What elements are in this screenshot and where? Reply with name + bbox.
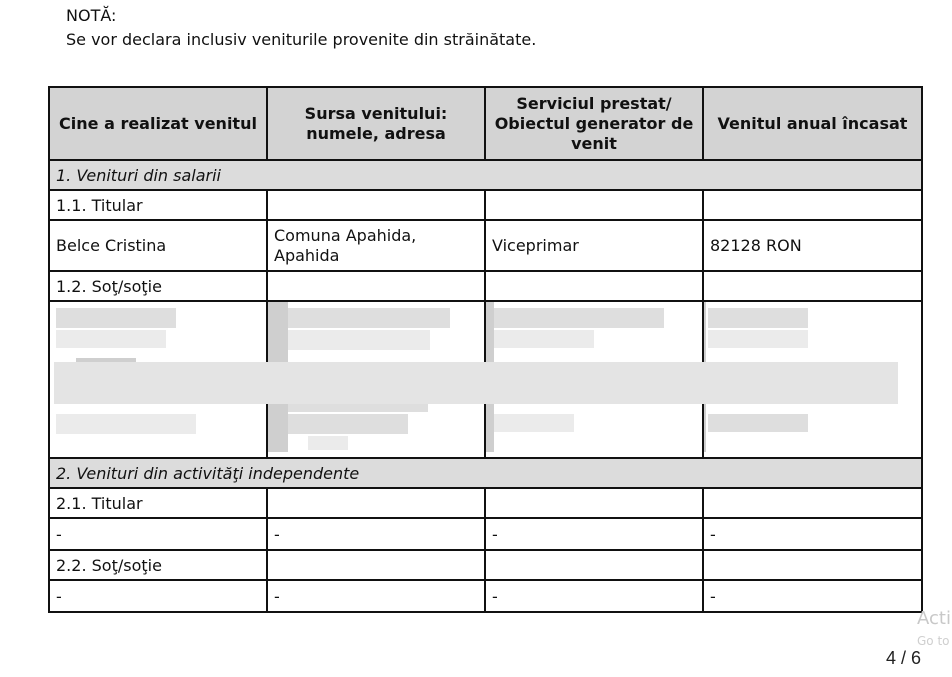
- income-source: Comuna Apahida, Apahida: [267, 220, 485, 271]
- table-row: [49, 580, 922, 612]
- empty-cell: [485, 190, 703, 220]
- spouse-label: 1.2. Soţ/soţie: [49, 271, 267, 301]
- section-row: [49, 160, 922, 190]
- table-row: [49, 518, 922, 550]
- dash-cell: -: [49, 518, 267, 550]
- dash-cell: -: [485, 518, 703, 550]
- section-row: [49, 458, 922, 488]
- dash-cell: -: [703, 580, 922, 612]
- section-title-salaries: 1. Venituri din salarii: [49, 160, 922, 190]
- dash-cell: -: [485, 580, 703, 612]
- empty-cell: [267, 550, 485, 580]
- table-row: [49, 488, 922, 518]
- income-amount: 82128 RON: [703, 220, 922, 271]
- income-table: [48, 86, 923, 613]
- titular-label: 2.1. Titular: [49, 488, 267, 518]
- empty-cell: [485, 488, 703, 518]
- note-text: Se vor declara inclusiv veniturile provenite din străinătate.: [66, 30, 537, 49]
- header-who: Cine a realizat venitul: [49, 87, 267, 160]
- titular-label: 1.1. Titular: [49, 190, 267, 220]
- income-owner: Belce Cristina: [49, 220, 267, 271]
- table-row: [49, 190, 922, 220]
- header-income: Venitul anual încasat: [703, 87, 922, 160]
- empty-cell: [267, 271, 485, 301]
- empty-cell: [703, 550, 922, 580]
- dash-cell: -: [267, 518, 485, 550]
- activation-watermark-sub: Go to: [917, 634, 950, 648]
- table-row: [49, 550, 922, 580]
- redaction-band: [54, 362, 898, 404]
- dash-cell: -: [49, 580, 267, 612]
- empty-cell: [485, 271, 703, 301]
- table-row: [49, 220, 922, 271]
- empty-cell: [267, 488, 485, 518]
- table-row: [49, 271, 922, 301]
- page-indicator: 4 / 6: [885, 648, 921, 668]
- empty-cell: [703, 488, 922, 518]
- header-service: Serviciul prestat/ Obiectul generator de venit: [485, 87, 703, 160]
- activation-watermark: Acti: [917, 608, 951, 629]
- spouse-label: 2.2. Soţ/soţie: [49, 550, 267, 580]
- note-block: [66, 4, 536, 52]
- income-service: Viceprimar: [485, 220, 703, 271]
- empty-cell: [703, 271, 922, 301]
- empty-cell: [703, 190, 922, 220]
- empty-cell: [485, 550, 703, 580]
- dash-cell: -: [703, 518, 922, 550]
- section-title-independent: 2. Venituri din activităţi independente: [49, 458, 922, 488]
- empty-cell: [267, 190, 485, 220]
- header-source: Sursa venitului: numele, adresa: [267, 87, 485, 160]
- note-title: NOTĂ:: [66, 6, 117, 25]
- dash-cell: -: [267, 580, 485, 612]
- header-row: [49, 87, 922, 160]
